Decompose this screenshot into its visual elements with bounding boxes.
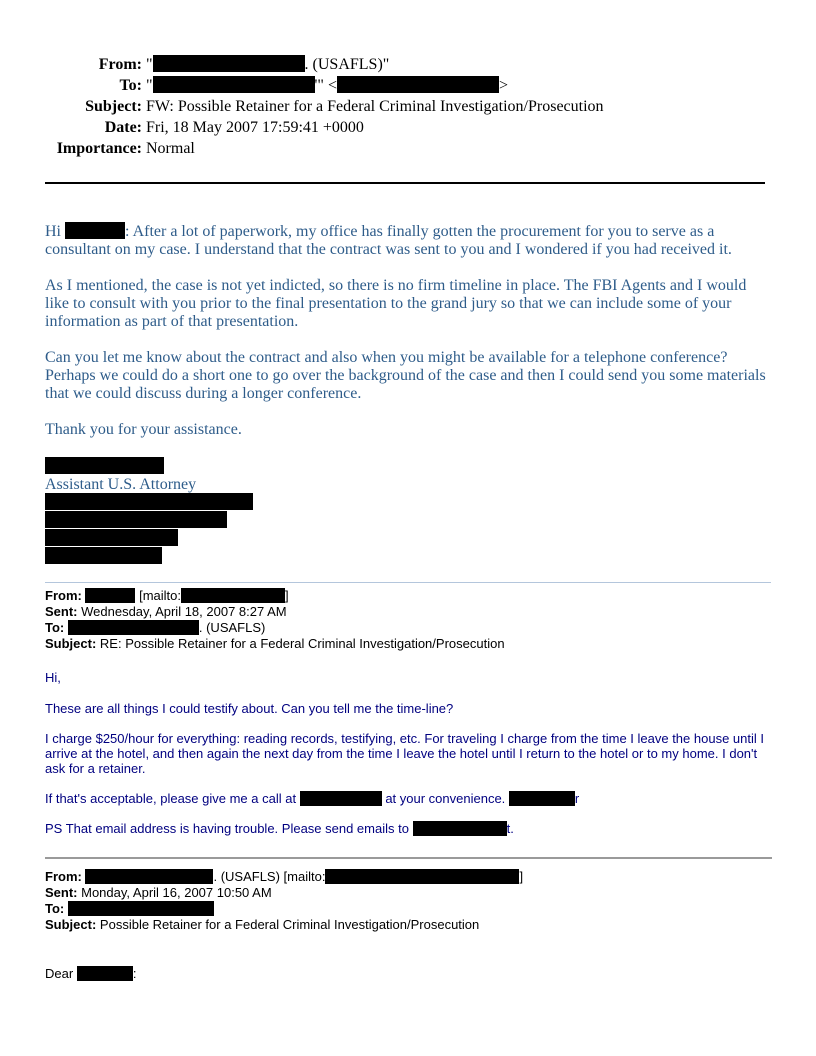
redaction-box — [77, 966, 133, 981]
reply-to-line — [45, 620, 265, 636]
original-to-line — [45, 901, 214, 917]
redaction-box — [153, 55, 305, 72]
reply-body-greeting: Hi, — [45, 670, 61, 685]
header-importance-row — [0, 138, 816, 159]
header-importance-value: Normal — [146, 140, 195, 157]
message-paragraph-1 — [45, 222, 773, 259]
original-dear-text: Dear — [45, 966, 74, 981]
reply-body-paragraph — [45, 821, 775, 836]
reply-to-label: To: — [45, 620, 65, 635]
original-salutation — [45, 966, 136, 982]
original-subject-value: Possible Retainer for a Federal Criminal Investigation/Prosecution — [99, 917, 480, 932]
original-sent-line — [45, 885, 272, 901]
message-greeting: Hi — [45, 223, 61, 240]
original-from-suffix: . (USAFLS) [mailto: — [213, 869, 326, 884]
reply-convenience-text: at your convenience. — [385, 791, 506, 806]
quoted-divider — [45, 582, 771, 583]
redaction-box — [85, 869, 213, 884]
quote-mark: " — [146, 77, 153, 94]
reply-trailing-text: r — [574, 791, 580, 806]
original-subject-line — [45, 917, 479, 933]
reply-ps-text: PS That email address is having trouble. Please send emails to — [45, 821, 409, 836]
message-paragraph-2: As I mentioned, the case is not yet indicted, so there is no firm timeline in place. The FBI Agents and I would like to consult with you prior to the final presentation to the grand jury so that we can include some of your information as part of that presentation. — [45, 277, 747, 330]
original-from-label: From: — [45, 869, 82, 884]
header-from-value — [146, 54, 389, 75]
message-paragraph-4: Thank you for your assistance. — [45, 421, 242, 438]
signature-line-redaction — [45, 547, 162, 564]
redaction-box — [300, 791, 382, 806]
redaction-box — [337, 76, 499, 93]
header-to-close: > — [498, 77, 508, 94]
reply-subject-value: RE: Possible Retainer for a Federal Criminal Investigation/Prosecution — [99, 636, 505, 651]
reply-from-line — [45, 588, 289, 604]
redaction-box — [65, 222, 125, 239]
reply-subject-label: Subject: — [45, 636, 97, 651]
redaction-box — [68, 901, 214, 916]
header-subject-label: Subject: — [85, 98, 142, 115]
message-body — [45, 222, 773, 457]
redaction-box — [153, 76, 315, 93]
redaction-box — [413, 821, 507, 836]
header-from-row — [0, 54, 816, 75]
original-mailto-close: ] — [519, 869, 524, 884]
reply-body-paragraph: I charge $250/hour for everything: reading records, testifying, etc. For traveling I charge from the time I leave the house until I arrive at the hotel, and then again the next day from the time I leave the hotel until I return to the hotel or to my home. I don't ask for a retainer. — [45, 731, 764, 776]
redaction-box — [85, 588, 135, 603]
reply-call-text: If that's acceptable, please give me a call at — [45, 791, 297, 806]
header-from-suffix: . (USAFLS)" — [304, 56, 390, 73]
reply-sent-line — [45, 604, 287, 620]
header-subject-value: FW: Possible Retainer for a Federal Criminal Investigation/Prosecution — [146, 98, 604, 115]
reply-sent-value: Wednesday, April 18, 2007 8:27 AM — [81, 604, 287, 619]
header-to-mid: '" < — [314, 77, 337, 94]
header-to-value — [146, 75, 508, 96]
header-date-label: Date: — [104, 119, 142, 136]
redaction-box — [325, 869, 519, 884]
reply-to-suffix: . (USAFLS) — [198, 620, 266, 635]
quote-mark: " — [146, 56, 153, 73]
original-dear-colon: : — [132, 966, 137, 981]
header-importance-label: Importance: — [56, 140, 142, 157]
reply-from-label: From: — [45, 588, 82, 603]
signature-line-redaction — [45, 529, 178, 546]
signature-line-redaction — [45, 511, 227, 528]
message-p1-text: : After a lot of paperwork, my office has finally gotten the procurement for you to serve as a consultant on my case. I understand that the contract was sent to you and I wondered if you had received it. — [45, 223, 732, 258]
quoted-divider — [45, 857, 772, 859]
signature-name-redaction — [45, 457, 164, 474]
reply-sent-label: Sent: — [45, 604, 78, 619]
redaction-box — [509, 791, 575, 806]
original-from-line — [45, 869, 523, 885]
message-paragraph-3: Can you let me know about the contract and also when you might be available for a telephone conference? Perhaps we could do a short one to go over the background of the case and then I could send you some materials that we could discuss during a longer conference. — [45, 349, 766, 402]
email-header — [0, 54, 816, 159]
header-date-value: Fri, 18 May 2007 17:59:41 +0000 — [146, 119, 364, 136]
header-to-label: To: — [119, 77, 142, 94]
original-sent-value: Monday, April 16, 2007 10:50 AM — [81, 885, 272, 900]
header-divider — [45, 182, 765, 184]
reply-body-paragraph — [45, 791, 775, 806]
header-to-row — [0, 75, 816, 96]
header-date-row — [0, 117, 816, 138]
signature-title: Assistant U.S. Attorney — [45, 476, 197, 493]
reply-mailto-open: [mailto: — [139, 588, 181, 603]
original-subject-label: Subject: — [45, 917, 97, 932]
signature-line-redaction — [45, 493, 253, 510]
reply-subject-line — [45, 636, 505, 652]
reply-trailing-text: t. — [506, 821, 514, 836]
original-sent-label: Sent: — [45, 885, 78, 900]
redaction-box — [181, 588, 285, 603]
header-from-label: From: — [98, 56, 142, 73]
original-to-label: To: — [45, 901, 65, 916]
header-subject-row — [0, 96, 816, 117]
reply-body-paragraph: These are all things I could testify about. Can you tell me the time-line? — [45, 701, 454, 716]
reply-mailto-close: ] — [285, 588, 289, 603]
redaction-box — [68, 620, 199, 635]
